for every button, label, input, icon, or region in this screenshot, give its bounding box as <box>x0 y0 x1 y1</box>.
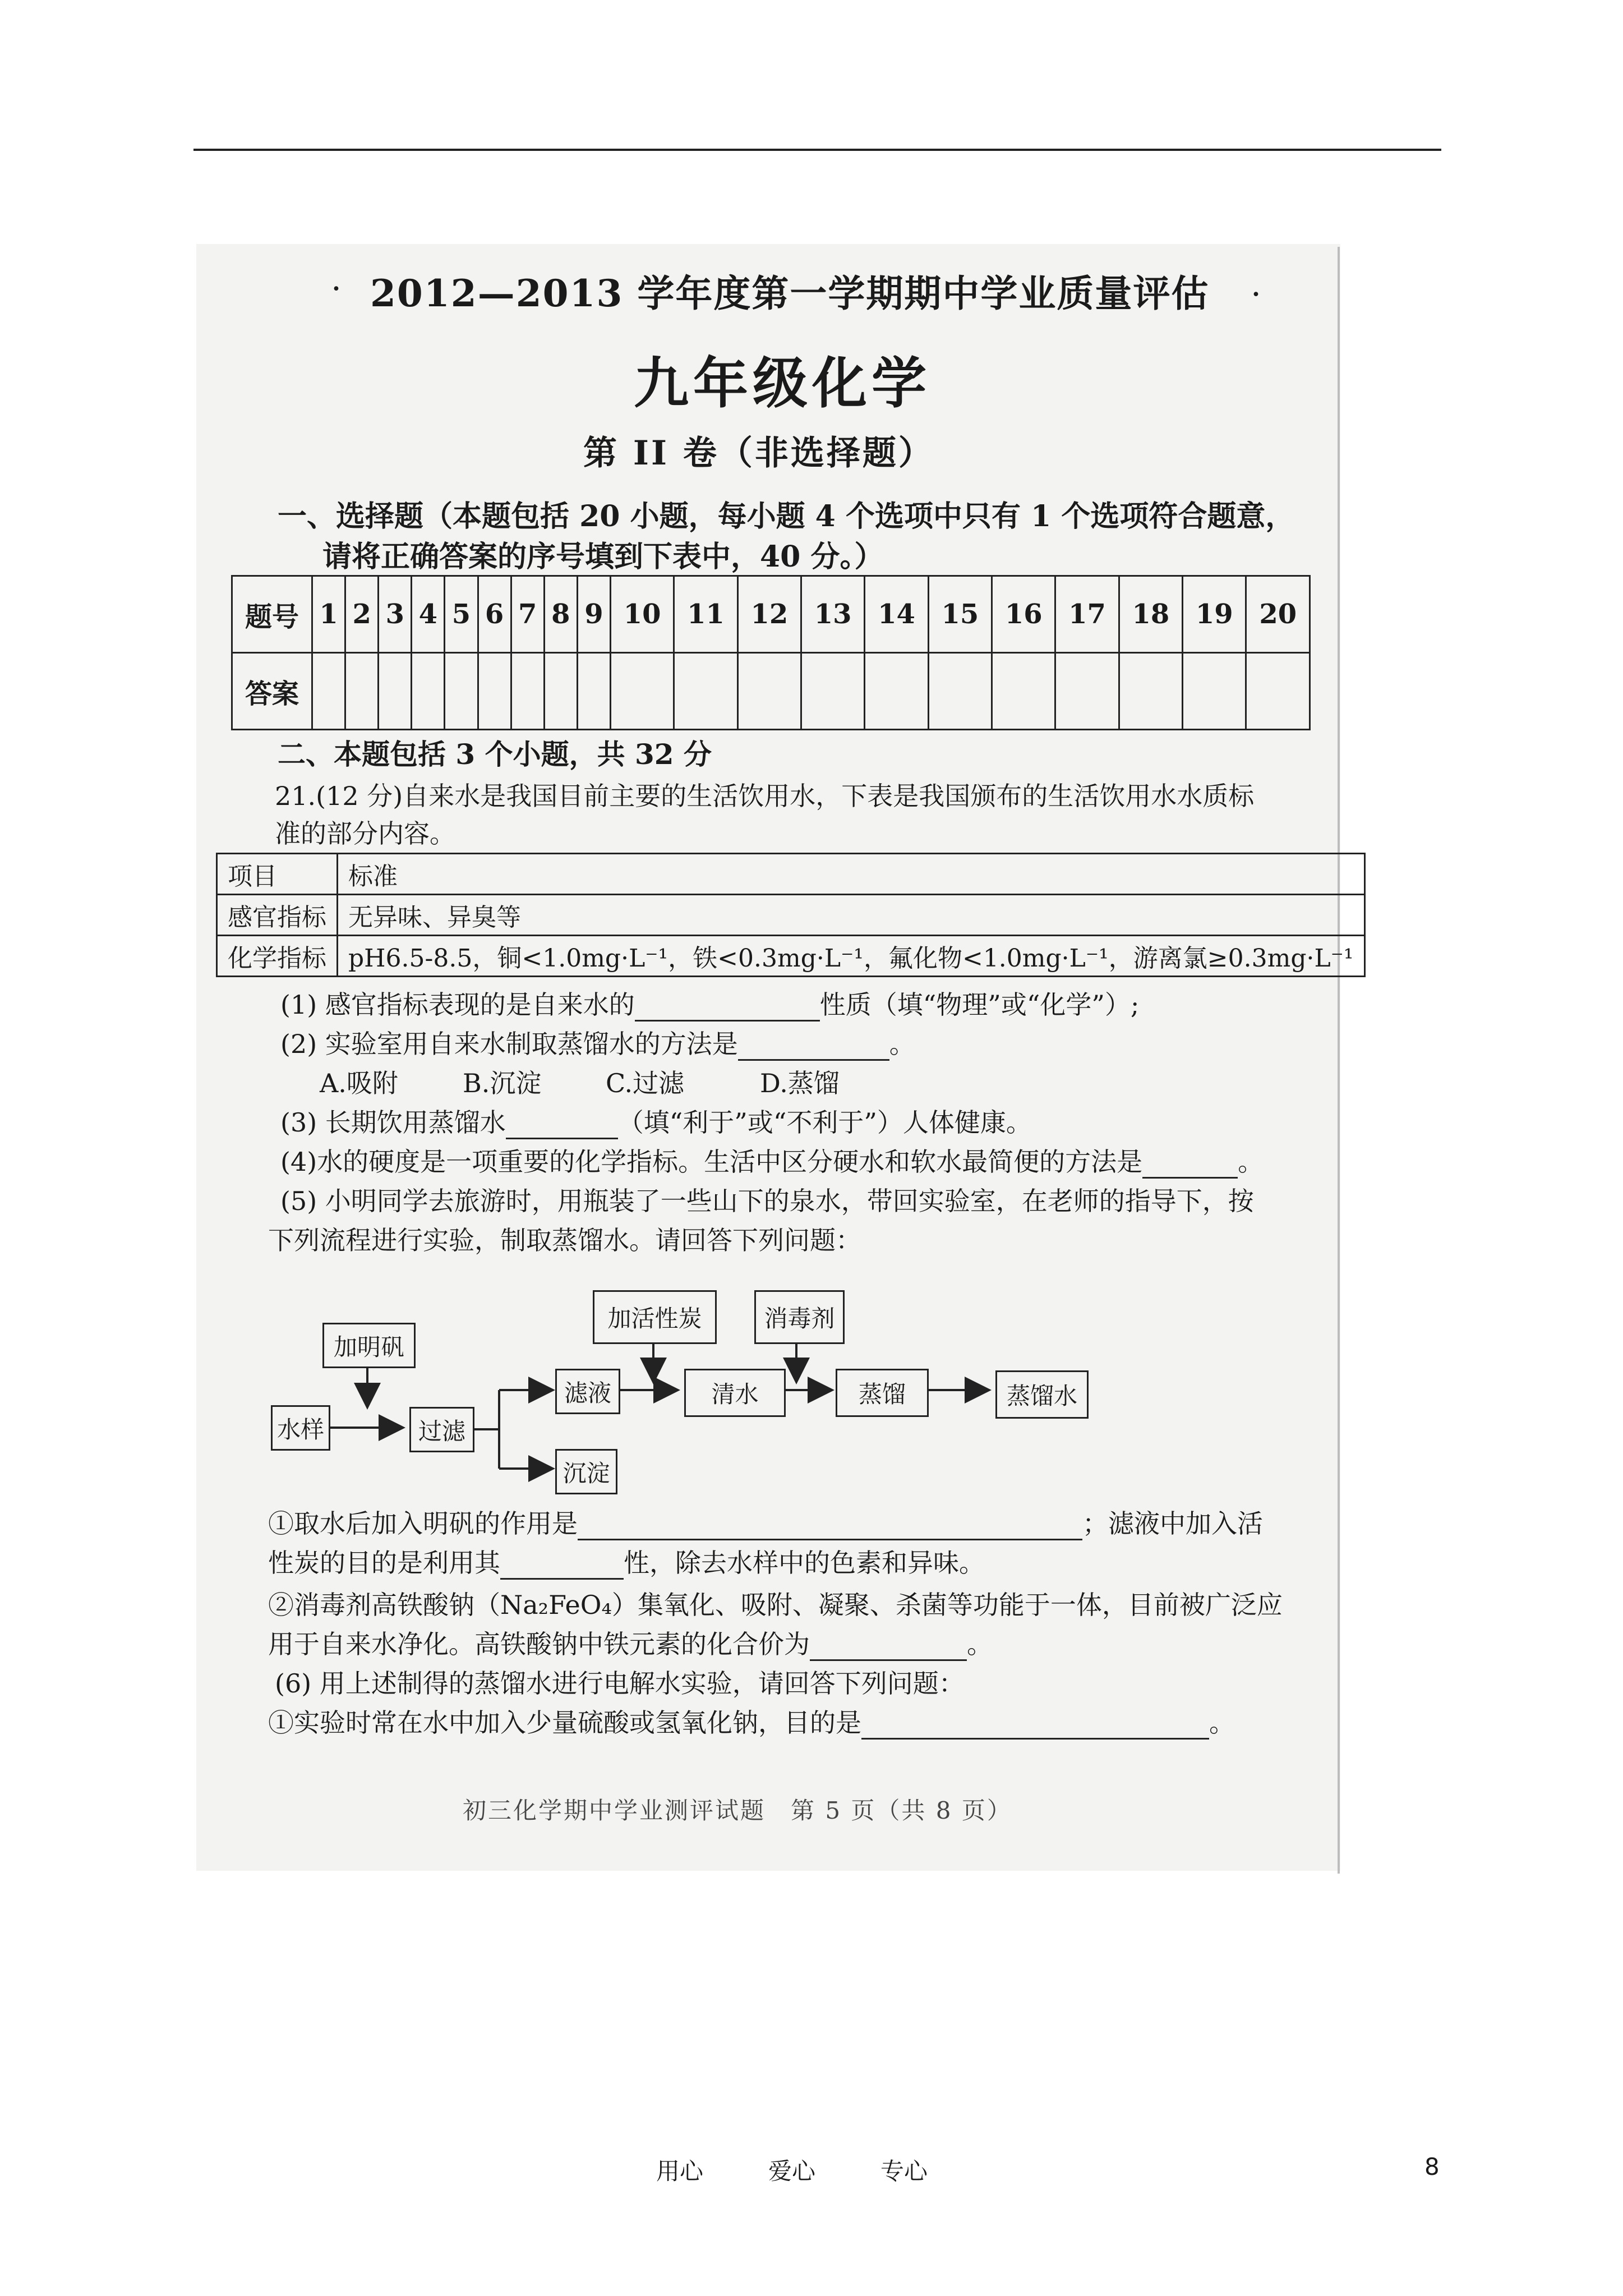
question-number: 6 <box>478 576 511 653</box>
question5-line1: (5) 小明同学去旅游时，用瓶装了一些山下的泉水，带回实验室，在老师的指导下，按 <box>280 1186 1254 1216</box>
subquestion2-line1: ②消毒剂高铁酸钠（Na₂FeO₄）集氧化、吸附、凝聚、杀菌等功能于一体，目前被广泛应 <box>268 1590 1283 1620</box>
answer-blank[interactable] <box>500 1552 624 1580</box>
exam-page-footer: 初三化学期中学业测评试题 第 5 页（共 8 页） <box>463 1797 1012 1824</box>
subquestion1-line1 <box>268 1503 1263 1540</box>
question-number: 8 <box>544 576 577 653</box>
flow-box-distill: 蒸馏 <box>836 1369 929 1417</box>
flow-box-carbon: 加活性炭 <box>593 1290 717 1344</box>
volume-title: 第 II 卷（非选择题） <box>583 434 934 473</box>
question-text: ；滤液中加入活 <box>1082 1508 1263 1539</box>
flow-box-clear-water: 清水 <box>684 1369 786 1417</box>
question-number: 9 <box>577 576 610 653</box>
question-text: （填“利于”或“不利于”）人体健康。 <box>617 1107 1032 1138</box>
table-cell: 感官指标 <box>217 895 338 936</box>
scan-speck: · <box>1251 275 1262 314</box>
question-text: 用于自来水净化。高铁酸钠中铁元素的化合价为 <box>268 1629 810 1659</box>
table-cell: 无异味、异臭等 <box>338 895 1365 936</box>
question-number: 18 <box>1119 576 1182 653</box>
footer-motto-3: 专心 <box>880 2157 928 2185</box>
question-number: 2 <box>345 576 379 653</box>
question-text: 。 <box>967 1629 993 1659</box>
subquestion1-line2 <box>268 1543 985 1580</box>
table-cell: 化学指标 <box>217 936 338 977</box>
answer-blank[interactable] <box>810 1634 967 1661</box>
subject-title: 九年级化学 <box>634 351 932 416</box>
answer-blank[interactable] <box>861 1712 1209 1740</box>
option-a: A.吸附 <box>320 1068 398 1098</box>
question-number: 1 <box>312 576 345 653</box>
question-number: 12 <box>737 576 801 653</box>
flow-box-filtrate: 滤液 <box>555 1369 620 1414</box>
option-c: C.过滤 <box>606 1068 685 1098</box>
footer-motto-1: 用心 <box>656 2157 704 2185</box>
flow-box-alum: 加明矾 <box>322 1323 416 1368</box>
question-number: 17 <box>1055 576 1119 653</box>
question-text: (2) 实验室用自来水制取蒸馏水的方法是 <box>280 1029 738 1059</box>
row-label-answer: 答案 <box>232 653 312 730</box>
page-number: 8 <box>1424 2153 1440 2180</box>
question-text: 性，除去水样中的色素和异味。 <box>624 1548 985 1578</box>
question-number: 13 <box>801 576 865 653</box>
question-text: 性质（填“物理”或“化学”）; <box>819 990 1140 1020</box>
question-number: 20 <box>1246 576 1310 653</box>
question-text: 。 <box>1238 1147 1264 1177</box>
flow-box-filter: 过滤 <box>409 1407 474 1452</box>
section2-heading: 二、本题包括 3 个小题，共 32 分 <box>278 738 712 771</box>
exam-title: 2012—2013 学年度第一学期期中学业质量评估 <box>370 272 1210 315</box>
question-number: 5 <box>445 576 478 653</box>
answer-blank[interactable] <box>578 1513 1082 1540</box>
flow-box-sample: 水样 <box>271 1405 330 1451</box>
question-text: (1) 感官指标表现的是自来水的 <box>280 990 635 1020</box>
question5-line2: 下列流程进行实验，制取蒸馏水。请回答下列问题： <box>268 1225 861 1255</box>
scan-speck: · <box>331 269 342 309</box>
question21-intro-line2: 准的部分内容。 <box>275 818 455 849</box>
question-number: 19 <box>1183 576 1246 653</box>
row-label-number: 题号 <box>232 576 312 653</box>
option-b: B.沉淀 <box>463 1068 542 1098</box>
table-header-item: 项目 <box>217 854 338 895</box>
question-number: 11 <box>674 576 737 653</box>
question-text: ①取水后加入明矾的作用是 <box>268 1508 578 1539</box>
question-number: 10 <box>610 576 674 653</box>
question6-sub1 <box>268 1703 1235 1740</box>
table-cell: pH6.5-8.5，铜<1.0mg·L⁻¹，铁<0.3mg·L⁻¹，氟化物<1.0mg·L⁻¹，游离氯≥0.3mg·L⁻¹ <box>338 936 1365 977</box>
question-number: 3 <box>379 576 412 653</box>
question21-intro-line1: 21.(12 分)自来水是我国目前主要的生活饮用水，下表是我国颁布的生活饮用水水质标 <box>275 781 1255 811</box>
question-text: (4)水的硬度是一项重要的化学指标。生活中区分硬水和软水最简便的方法是 <box>280 1147 1143 1177</box>
question-text: 。 <box>889 1029 915 1059</box>
question-number: 7 <box>511 576 544 653</box>
section1-instruction-line1: 一、选择题（本题包括 20 小题，每小题 4 个选项中只有 1 个选项符合题意， <box>278 499 1295 533</box>
flow-box-precipitate: 沉淀 <box>555 1449 617 1494</box>
flow-box-disinfectant: 消毒剂 <box>754 1290 845 1344</box>
question-number: 4 <box>412 576 445 653</box>
flow-box-distilled-water: 蒸馏水 <box>995 1370 1089 1419</box>
question-number: 14 <box>865 576 928 653</box>
question-number: 15 <box>928 576 992 653</box>
question-text: 。 <box>1209 1708 1235 1738</box>
table-header-standard: 标准 <box>338 854 1365 895</box>
option-d: D.蒸馏 <box>760 1068 840 1098</box>
question6-line: (6) 用上述制得的蒸馏水进行电解水实验，请回答下列问题： <box>275 1668 965 1699</box>
section1-instruction-line2: 请将正确答案的序号填到下表中，40 分。） <box>322 540 884 574</box>
subquestion2-line2 <box>268 1624 993 1661</box>
footer-motto-2: 爱心 <box>768 2157 816 2185</box>
question-text: ①实验时常在水中加入少量硫酸或氢氧化钠，目的是 <box>268 1708 861 1738</box>
question-text: (3) 长期饮用蒸馏水 <box>280 1107 506 1138</box>
question-text: 性炭的目的是利用其 <box>268 1548 500 1578</box>
question-number: 16 <box>992 576 1055 653</box>
